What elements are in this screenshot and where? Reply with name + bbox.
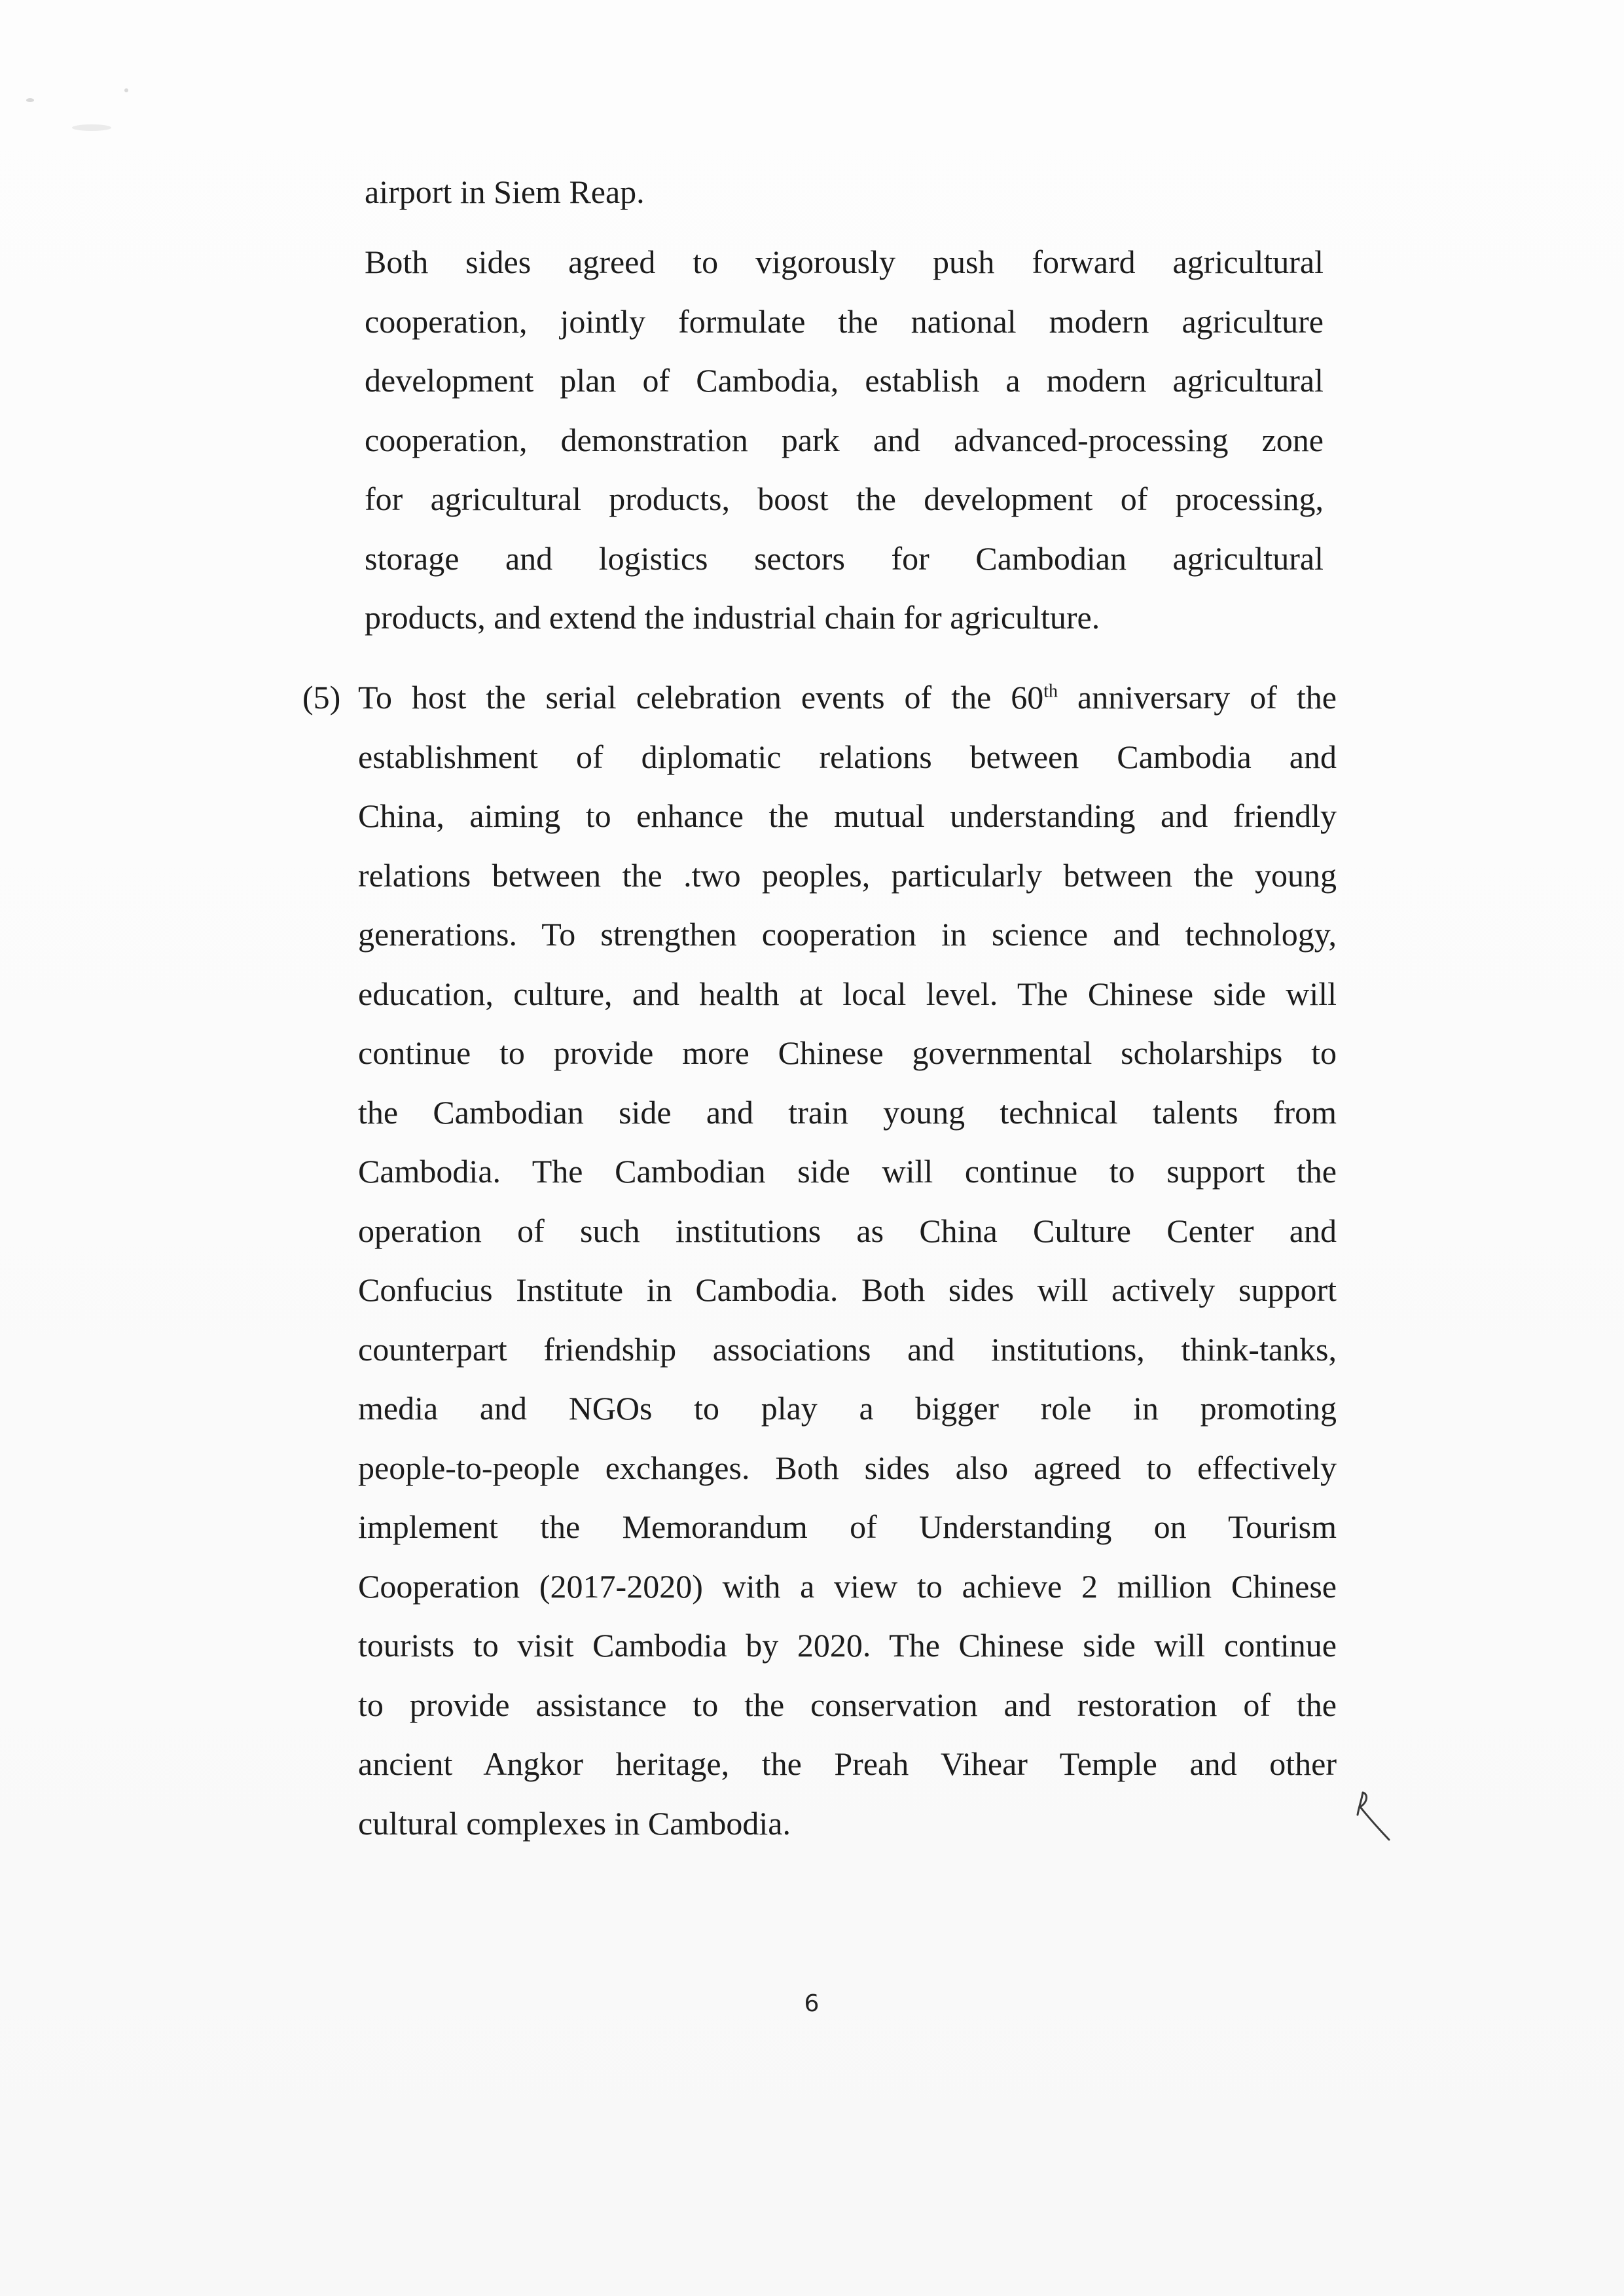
text-line: establishment of diplomatic relations between Cambodia and	[358, 738, 1337, 775]
text-line: Cambodia. The Cambodian side will continue to support the	[358, 1153, 1337, 1190]
text-line: operation of such institutions as China Culture Center and	[358, 1212, 1337, 1249]
text-line: relations between the .two peoples, particularly between the young	[358, 856, 1337, 894]
text-line: for agricultural products, boost the development of processing,	[365, 481, 1324, 517]
opening-line: airport in Siem Reap.	[365, 173, 645, 210]
text-line: counterpart friendship associations and institutions, think-tanks,	[358, 1330, 1337, 1368]
agriculture-paragraph	[365, 232, 1324, 647]
scan-speck	[26, 98, 34, 102]
text-line: Cooperation (2017-2020) with a view to achieve 2 million Chinese	[358, 1567, 1337, 1605]
text-line: cooperation, demonstration park and advanced-processing zone	[365, 421, 1324, 458]
text-line: products, and extend the industrial chain for agriculture.	[365, 599, 1100, 636]
text-line: China, aiming to enhance the mutual understanding and friendly	[358, 797, 1337, 834]
text-line: to provide assistance to the conservation and restoration of the	[358, 1686, 1337, 1723]
text-line: implement the Memorandum of Understanding on Tourism	[358, 1508, 1337, 1545]
handwritten-initial-mark	[1348, 1787, 1394, 1846]
ordinal-superscript: th	[1043, 681, 1058, 702]
text-fragment: To host the serial celebration events of the 60	[358, 679, 1044, 716]
text-line: tourists to visit Cambodia by 2020. The Chinese side will continue	[358, 1627, 1337, 1664]
text-line: people-to-people exchanges. Both sides also agreed to effectively	[358, 1449, 1337, 1486]
text-line: Confucius Institute in Cambodia. Both sides will actively support	[358, 1271, 1337, 1308]
text-line: cultural complexes in Cambodia.	[358, 1804, 791, 1842]
text-line: Both sides agreed to vigorously push forward agricultural	[365, 244, 1324, 280]
text-line: development plan of Cambodia, establish a modern agricultural	[365, 362, 1324, 399]
text-line: education, culture, and health at local level. The Chinese side will	[358, 975, 1337, 1012]
text-line: cooperation, jointly formulate the national modern agriculture	[365, 302, 1324, 340]
item-5-paragraph	[358, 668, 1337, 1853]
list-item-marker: (5)	[302, 679, 341, 716]
text-line: media and NGOs to play a bigger role in promoting	[358, 1390, 1337, 1427]
text-line-with-superscript	[358, 668, 1337, 727]
text-line: the Cambodian side and train young technical talents from	[358, 1093, 1337, 1131]
scan-speck	[72, 124, 111, 131]
scan-speck	[124, 88, 128, 92]
text-line: generations. To strengthen cooperation in science and technology,	[358, 916, 1337, 953]
page-number: 6	[804, 1990, 820, 2017]
text-line: ancient Angkor heritage, the Preah Vihear Temple and other	[358, 1745, 1337, 1782]
text-fragment: anniversary of the	[1058, 679, 1337, 716]
text-line: storage and logistics sectors for Cambodian agricultural	[365, 539, 1324, 577]
text-line: continue to provide more Chinese governmental scholarships to	[358, 1034, 1337, 1071]
